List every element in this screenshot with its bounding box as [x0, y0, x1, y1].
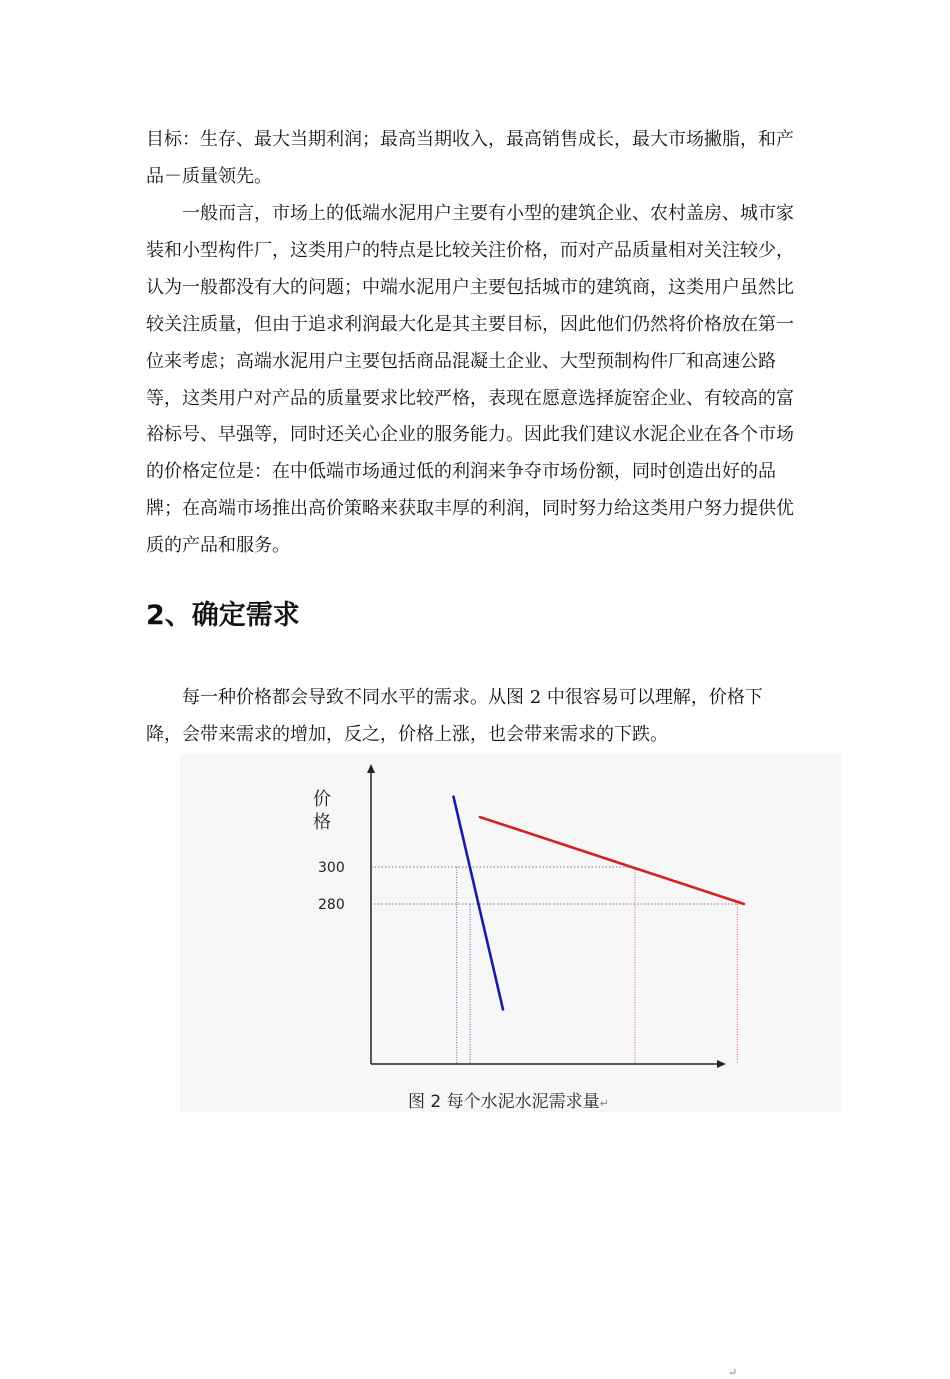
demand-line-red: [480, 817, 744, 904]
y-axis-label-char-2: 格: [313, 812, 331, 833]
axis-return-mark: ↵: [728, 1366, 738, 1379]
paragraph-objectives: 目标：生存、最大当期利润；最高当期收入，最高销售成长，最大市场撇脂，和产品－质量领先。: [146, 129, 794, 187]
section-heading: 2、确定需求: [146, 600, 300, 631]
caption-return-mark: ↵: [599, 1097, 609, 1110]
demand-line-blue: [454, 797, 504, 1010]
demand-figure: [180, 754, 842, 1379]
x-axis-arrow: [717, 1060, 726, 1068]
figure-caption-text: 图 2 每个水泥水泥需求量: [408, 1092, 600, 1112]
y-axis-label-char-1: 价: [313, 789, 331, 810]
y-tick-label: 300: [318, 860, 345, 876]
paragraph-market-segments: 一般而言，市场上的低端水泥用户主要有小型的建筑企业、农村盖房、城市家装和小型构件厂，这类用户的特点是比较关注价格，而对产品质量相对关注较少，认为一般都没有大的问题；中端水泥用户主要包括城市的建筑商，这类用户虽然比较关注质量，但由于追求利润最大化是其主要目标，因此他们仍然将价格放在第一位来考虑；高端水泥用户主要包括商品混凝土企业、大型预制构件厂和高速公路等，这类用户对产品的质量要求比较严格，表现在愿意选择旋窑企业、有较高的富裕标号、早强等，同时还关心企业的服务能力。因此我们建议水泥企业在各个市场的价格定位是：在中低端市场通过低的利润来争夺市场份额，同时创造出好的品牌；在高端市场推出高价策略来获取丰厚的利润，同时努力给这类用户努力提供优质的产品和服务。: [146, 203, 794, 557]
y-tick-label: 280: [318, 897, 345, 913]
figure-caption: [408, 1092, 609, 1114]
demand-chart: [180, 754, 842, 1112]
paragraph-demand: 每一种价格都会导致不同水平的需求。从图 2 中很容易可以理解，价格下降，会带来需求的增加，反之，价格上涨，也会带来需求的下跌。: [146, 687, 763, 745]
y-axis-arrow: [367, 764, 375, 773]
